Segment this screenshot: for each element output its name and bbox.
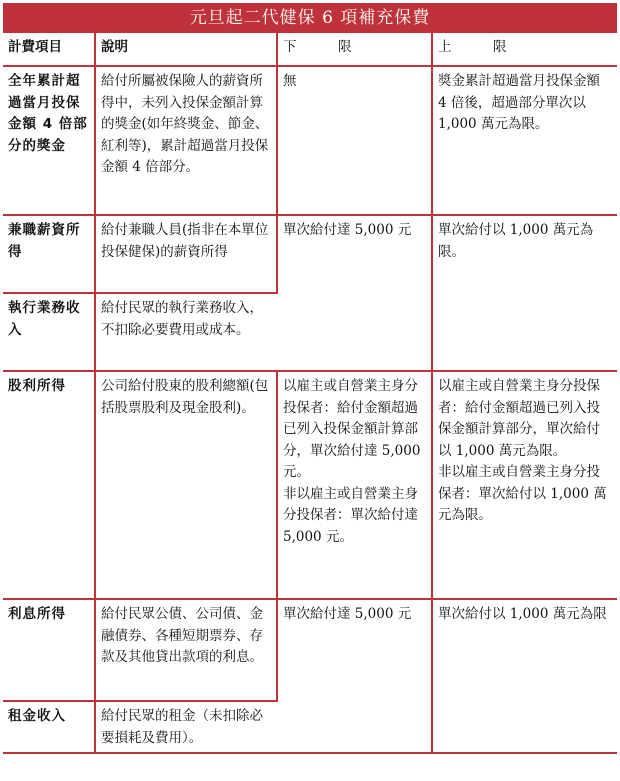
row-item-interest: 利息所得 — [3, 599, 95, 701]
row-item-dividend: 股利所得 — [3, 371, 95, 599]
row-item-business: 執行業務收入 — [3, 293, 95, 371]
row-upper-group2: 單次給付以 1,000 萬元為限 — [432, 599, 617, 753]
row-lower-bonus: 無 — [277, 66, 432, 215]
table-row — [3, 371, 617, 599]
row-upper-bonus: 獎金累計超過當月投保金額 4 倍後，超過部分單次以 1,000 萬元為限。 — [432, 66, 617, 215]
row-upper-dividend-a: 以雇主或自營業主身分投保者：給付金額超過已列入投保金額計算部分，單次給付以 1,000 萬元為限。 — [438, 378, 600, 459]
row-lower-group1: 單次給付達 5,000 元 — [277, 215, 432, 371]
header-row — [3, 33, 617, 66]
header-desc: 說明 — [95, 33, 277, 66]
row-upper-group1: 單次給付以 1,000 萬元為限。 — [432, 215, 617, 371]
table-container — [3, 3, 617, 775]
table-row — [3, 215, 617, 293]
header-lower: 下 限 — [277, 33, 432, 66]
row-upper-dividend-b: 非以雇主或自營業主身分投保者：單次給付以 1,000 萬元為限。 — [438, 464, 607, 523]
row-lower-dividend-a: 以雇主或自營業主身分投保者：給付金額超過已列入投保金額計算部分，單次給付達 5,000 元。 — [283, 378, 421, 480]
row-desc-interest: 給付民眾公債、公司債、金融債券、各種短期票券、存款及其他貸出款項的利息。 — [95, 599, 277, 701]
row-lower-dividend-b: 非以雇主或自營業主身分投保者：單次給付達 5,000 元。 — [283, 485, 418, 545]
row-desc-business: 給付民眾的執行業務收入，不扣除必要費用或成本。 — [95, 293, 277, 371]
row-desc-rent: 給付民眾的租金（未扣除必要損耗及費用）。 — [95, 701, 277, 753]
row-item-rent: 租金收入 — [3, 701, 95, 753]
row-upper-dividend — [432, 371, 617, 599]
row-desc-parttime: 給付兼職人員(指非在本單位投保健保)的薪資所得 — [95, 215, 277, 293]
row-desc-dividend: 公司給付股東的股利總額(包括股票股利及現金股利)。 — [95, 371, 277, 599]
row-desc-bonus: 給付所屬被保險人的薪資所得中，未列入投保金額計算的獎金(如年終獎金、節金、紅利等)，累計超過當月投保金額 4 倍部分。 — [95, 66, 277, 215]
table-row — [3, 599, 617, 701]
row-item-parttime: 兼職薪資所得 — [3, 215, 95, 293]
table-row — [3, 66, 617, 215]
header-item: 計費項目 — [3, 33, 95, 66]
premium-table — [3, 33, 617, 754]
row-lower-dividend — [277, 371, 432, 599]
row-lower-group2: 單次給付達 5,000 元 — [277, 599, 432, 753]
row-item-bonus: 全年累計超過當月投保金額 4 倍部分的獎金 — [3, 66, 95, 215]
header-upper: 上 限 — [432, 33, 617, 66]
page-title: 元旦起二代健保 6 項補充保費 — [3, 3, 617, 33]
